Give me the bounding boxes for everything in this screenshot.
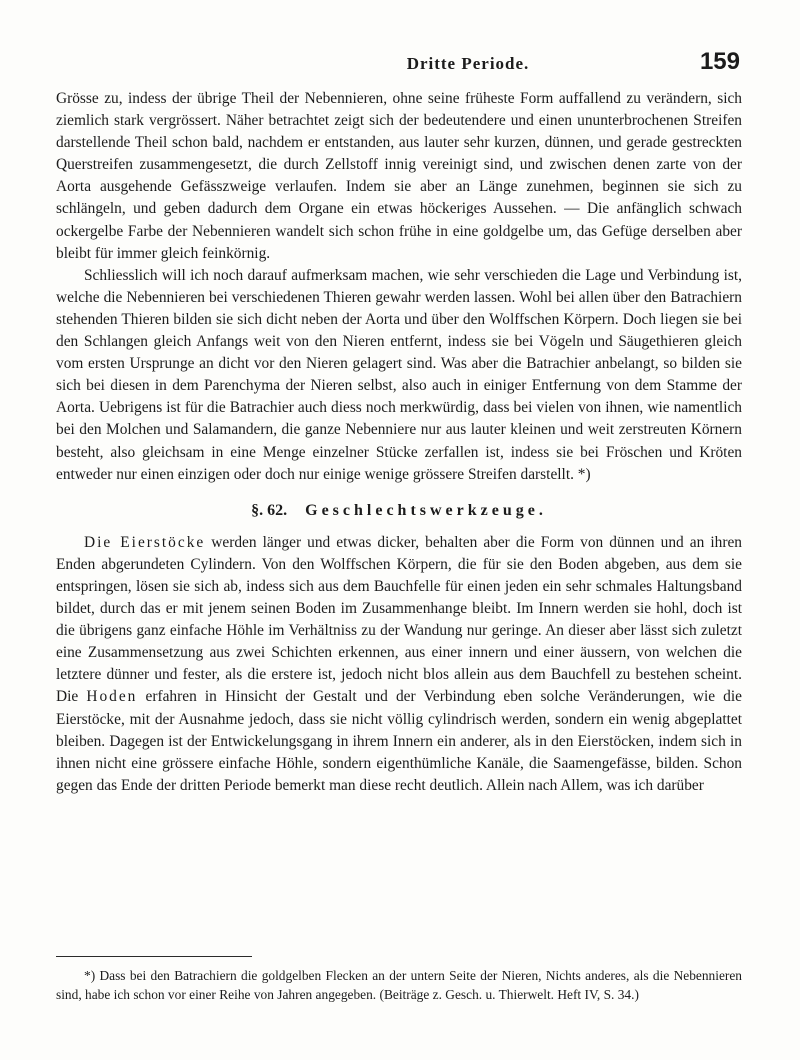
text-eierstoecke: werden länger und etwas dicker, behalten aber die Form von dünnen und an ihren Enden abgerundeten Cylindern. Von den Wolffschen Körpern, die für sie den Boden abgeben, aus dem sie entspringen, lösen sie sich ab, indess sich aus dem Bauchfelle für einen jeden ein sehr schmales Haltungsband bildet, durch das er mit jenem seinen Boden im Zusammenhange bleibt. Im Innern werden sie hohl, doch ist die übrigens ganz einfache Höhle im Verhältniss zu der Wandung nur geringe. An dieser aber lässt sich zuletzt eine Zusammensetzung aus zwei Schichten erkennen, aus einer innern und einer äussern, von welchen die letztere dünner und fester, als die erstere ist, jedoch nicht blos allein aus dem Bauchfell zu bestehen scheint. Die (56, 533, 742, 706)
section-heading (56, 500, 742, 522)
term-hoden: Hoden (86, 688, 138, 706)
term-eierstoecke: Die Eierstöcke (84, 533, 206, 551)
main-text (56, 88, 742, 797)
paragraph-continued: Grösse zu, indess der übrige Theil der Nebennieren, ohne seine früheste Form auffallend zu verändern, sich ziemlich stark vergrössert. Näher betrachtet zeigt sich der bedeutendere und einen ununterbrochenen Streifen darstellende Theil schon bald, nachdem er entstanden, aus lauter sehr kurzen, dünnen, und gerade gestreckten Querstreifen zusammengesetzt, die durch Zellstoff innig vereinigt sind, und zwischen denen zarte von der Aorta ausgehende Gefässzweige verlaufen. Indem sie aber an Länge zunehmen, beginnen sie sich zu schlängeln, und geben dadurch dem Organe ein etwas höckeriges Aussehen. — Die anfänglich schwach ockergelbe Farbe der Nebennieren wandelt sich schon frühe in eine goldgelbe um, das Gefüge derselben aber bleibt für immer gleich feinkörnig. (56, 90, 742, 262)
section-number: §. 62. (251, 501, 288, 519)
text-hoden: erfahren in Hinsicht der Gestalt und der Verbindung eben solche Veränderungen, wie die Eierstöcke, mit der Ausnahme jedoch, dass sie nicht völlig cylindrisch werden, sondern ein wenig abgeplattet bleiben. Dagegen ist der Entwickelungsgang in ihrem Innern ein anderer, als in den Eierstöcken, indem sich in ihnen nicht eine grössere einfache Höhle, sondern eigenthümliche Kanäle, die Saamengefässe, bilden. Schon gegen das Ende der dritten Periode bemerkt man diese recht deutlich. Allein nach Allem, was ich darüber (56, 688, 742, 794)
page-header (56, 48, 740, 80)
paragraph-nebennieren-lage: Schliesslich will ich noch darauf aufmerksam machen, wie sehr verschieden die Lage und Verbindung ist, welche die Nebennieren bei verschiedenen Thieren gewahr werden lassen. Wohl bei allen über den Batrachiern stehenden Thieren bilden sie sich dicht neben der Aorta und über den Wolffschen Körpern. Doch liegen sie bei den Schlangen gleich Anfangs weit von den Nieren entfernt, indess sie bei Vögeln und Säugethieren gleich vom ersten Ursprunge an dicht vor den Nieren gelagert sind. Was aber die Batrachier anbelangt, so bilden sie sich bei diesen in dem Parenchyma der Nieren selbst, also auch in einiger Entfernung von dem Stamme der Aorta. Uebrigens ist für die Batrachier auch diess noch merkwürdig, dass bei vielen von ihnen, wie namentlich bei den Molchen und Salamandern, die ganze Nebenniere nur aus lauter kleinen und weit zerstreuten Körnern besteht, also gleichsam in eine Menge einzelner Stücke zerfallen ist, indess sie bei Fröschen und Kröten entweder nur einen einzigen oder doch nur einige wenige grössere Streifen darstellt. *) (56, 266, 742, 483)
footnote (56, 966, 742, 1004)
section-title: Geschlechtswerkzeuge. (305, 501, 547, 519)
paragraph-geschlechtswerkzeuge (56, 532, 742, 797)
running-head: Dritte Periode. (406, 54, 530, 73)
page-number: 159 (699, 48, 740, 75)
footnote-text: *) Dass bei den Batrachiern die goldgelben Flecken an der untern Seite der Nieren, Nichts anderes, als die Nebennieren sind, habe ich schon vor einer Reihe von Jahren angegeben. (Beiträge z. Gesch. u. Thierwelt. Heft IV, S. 34.) (56, 968, 742, 1002)
footnote-rule (56, 956, 252, 957)
